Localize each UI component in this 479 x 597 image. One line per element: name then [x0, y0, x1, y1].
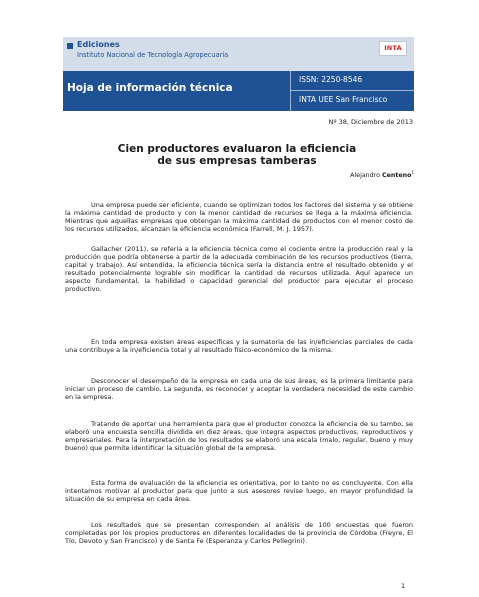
paragraph-5-text: Tratando de aportar una herramienta para que el productor conozca la eficiencia de su tambo, se elaboró una encuesta sencilla dividida en diez áreas, que integra aspectos productivos, reproductivos y empresariales. Para la interpretación de los resultados se elaboró una escala (malo, regular, bueno y muy bueno) que permite identificar la situación global de la empresa.	[65, 420, 413, 452]
paragraph-6-text: Esta forma de evaluación de la eficiencia es orientativa, por lo tanto no es concluyente. Con ella intentamos motivar al productor para que junto a sus asesores revise luego, en mayor profundidad la situación de su empresa en cada área.	[65, 479, 413, 503]
document-title-line-1: Cien productores evaluaron la eficiencia	[117, 143, 357, 155]
author-last-name: Centeno	[381, 172, 412, 180]
paragraph-7	[65, 522, 413, 546]
paragraph-5	[65, 421, 413, 453]
unit-label: INTA UEE San Francisco	[299, 95, 388, 104]
document-title-line-2: de sus empresas tamberas	[157, 155, 317, 167]
inta-logo	[379, 41, 407, 56]
header-horizontal-divider	[291, 90, 414, 91]
issn-label: ISSN: 2250-8546	[299, 75, 363, 84]
header-title-band	[63, 71, 414, 111]
publication-title: Hoja de información técnica	[67, 82, 233, 94]
paragraph-4-text: Desconocer el desempeño de la empresa en cada una de sus áreas, es la primera limitante para iniciar un proceso de cambio. La segunda, es reconocer y aceptar la verdadera necesidad de este cambio en la empresa.	[65, 377, 413, 401]
paragraph-3	[65, 339, 413, 355]
paragraph-7-text: Los resultados que se presentan corresponden al análisis de 100 encuestas que fueron completadas por los propios productores en diferentes localidades de la provincia de Córdoba (Freyre, El Tío, Devoto y San Francisco) y de Santa Fe (Esperanza y Carlos Pellegrini).	[65, 521, 413, 545]
paragraph-1	[65, 202, 413, 234]
author-byline	[350, 170, 414, 179]
paragraph-3-text: En toda empresa existen áreas específicas y la sumatoria de las in/eficiencias parciales de cada una contribuye a la in/eficiencia total y al resultado físico-económico de la misma.	[65, 338, 413, 354]
paragraph-2	[65, 246, 413, 293]
inta-logo-text: INTA	[384, 44, 402, 52]
paragraph-4	[65, 378, 413, 402]
paragraph-6	[65, 480, 413, 504]
brand-line-ediciones: Ediciones	[77, 40, 120, 49]
paragraph-2-text: Gallacher (2011), se refería a la eficiencia técnica como el cociente entre la producción real y la producción que podría obtenerse a partir de la adecuada combinación de los recursos productivos (tierra, capital y trabajo). Así entendida, la eficiencia técnica sería la distancia entre el resultado obtenido y el resultado potencialmente lograble sin modificar la cantidad de recursos utilizada. Aquí aparece un aspecto fundamental, la habilidad o capacidad gerencial del productor para ejecutar el proceso productivo.	[65, 245, 413, 293]
header-brand-band	[63, 37, 414, 71]
brand-line-institute: Instituto Nacional de Tecnología Agropecuaria	[77, 51, 229, 59]
publication-header	[63, 37, 414, 111]
author-footnote-marker: 1	[411, 170, 414, 175]
paragraph-1-text: Una empresa puede ser eficiente, cuando se optimizan todos los factores del sistema y se obtiene la máxima cantidad de producto y con la menor cantidad de recursos se llega a la máxima eficiencia. Mientras que aquellas empresas que obtengan la máxima cantidad de productos con el menor costo de los recursos utilizados, alcanzan la eficiencia económica (Farrell, M. J. 1957).	[65, 201, 413, 233]
page-number: 1	[401, 582, 406, 590]
header-vertical-divider	[290, 71, 291, 111]
bullet-square-icon	[67, 43, 73, 49]
document-title	[60, 143, 414, 167]
issue-date: Nº 38, Diciembre de 2013	[328, 118, 413, 126]
author-first-name: Alejandro	[350, 172, 382, 180]
